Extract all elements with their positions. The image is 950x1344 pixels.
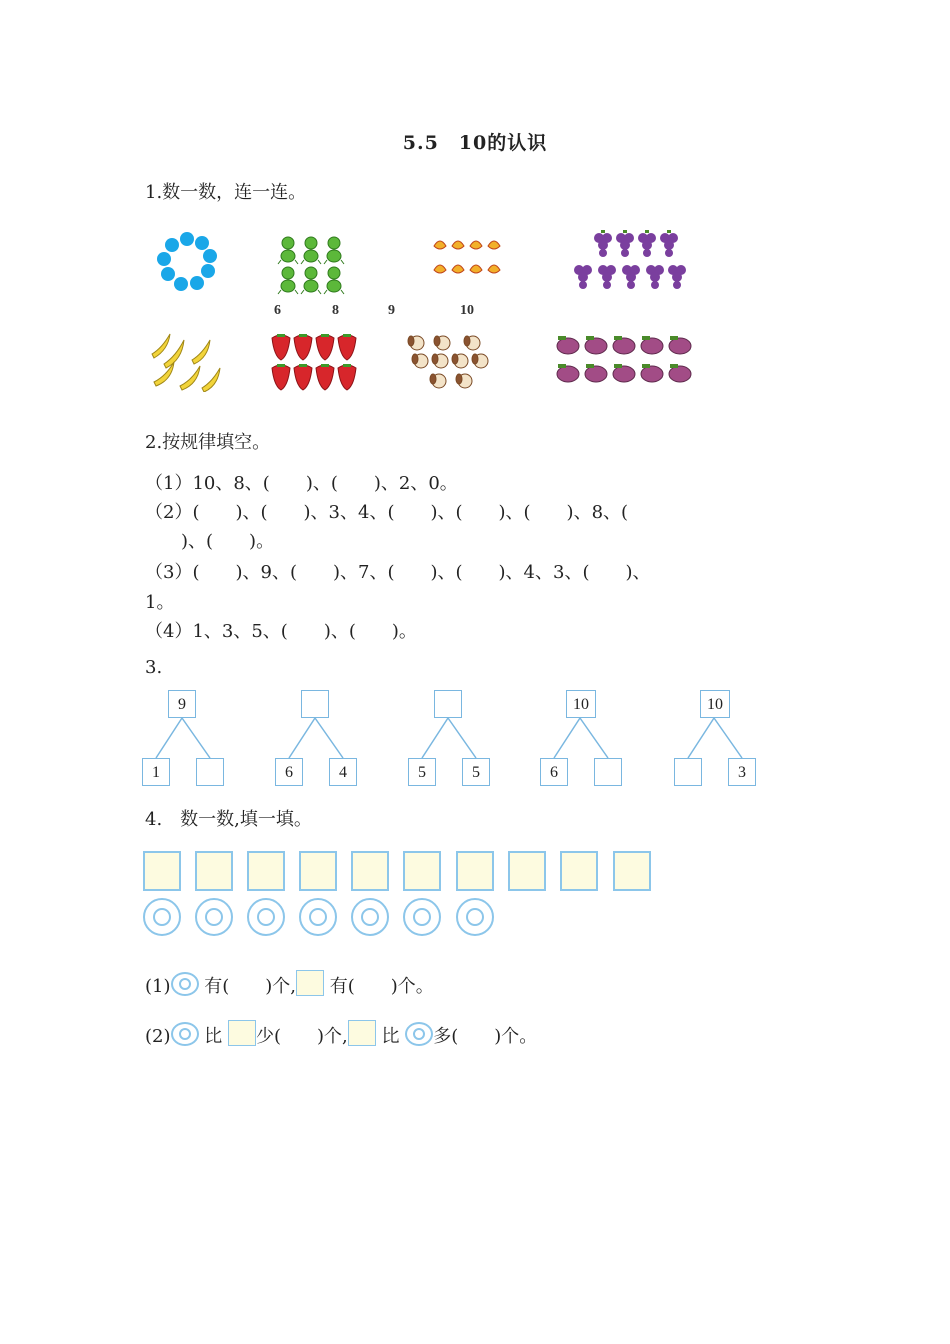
count-square [456,851,494,891]
bond-whole-box[interactable] [434,690,462,718]
bond-part-box[interactable] [674,758,702,786]
ring-icon [171,972,199,996]
bond-whole-box[interactable]: 10 [566,690,596,718]
q4-line-1 [145,970,434,998]
square-icon [228,1020,256,1046]
q2-line-1: （1）10、8、( )、( )、2、0。 [145,473,458,494]
q2-line-4: （4）1、3、5、( )、( )。 [145,621,417,642]
blue-dot [190,276,204,290]
blue-dot [203,249,217,263]
birds-picture [432,236,502,284]
number-label: 9 [388,303,395,318]
q2-line-3: （3）( )、9、( )、7、( )、( )、4、3、( )、 [145,562,651,583]
count-square [247,851,285,891]
count-square [195,851,233,891]
blue-dot [165,238,179,252]
bananas-picture [148,330,226,392]
count-square [508,851,546,891]
bond-part-box[interactable] [594,758,622,786]
bond-part-box[interactable]: 6 [275,758,303,786]
eggplants-picture [556,334,696,388]
strawberries-picture [270,332,360,394]
q2-line-2: （2）( )、( )、3、4、( )、( )、( )、8、( [145,502,629,523]
bond-part-box[interactable]: 4 [329,758,357,786]
bond-whole-box[interactable]: 9 [168,690,196,718]
bond-whole-box[interactable]: 10 [700,690,730,718]
blue-dot [157,252,171,266]
count-ring [299,898,337,936]
count-square [403,851,441,891]
q2-heading: 2.按规律填空。 [145,432,271,453]
q4-line-2-number: (2) [145,1026,171,1047]
bond-part-box[interactable]: 5 [462,758,490,786]
blue-dot [174,277,188,291]
blue-dot [180,232,194,246]
blue-dot [201,264,215,278]
count-square [351,851,389,891]
grasshoppers-picture [276,234,348,296]
number-label: 8 [332,303,339,318]
count-ring [195,898,233,936]
bond-part-box[interactable]: 5 [408,758,436,786]
square-icon [296,970,324,996]
bond-part-box[interactable] [196,758,224,786]
count-square [613,851,651,891]
count-square [560,851,598,891]
count-ring [247,898,285,936]
count-ring [351,898,389,936]
bond-whole-box[interactable] [301,690,329,718]
page-title: 5.5 10的认识 [402,132,548,154]
square-icon [348,1020,376,1046]
blue-dot [195,236,209,250]
count-square [299,851,337,891]
bond-part-box[interactable]: 3 [728,758,756,786]
count-square [143,851,181,891]
q4-line-1-text2: 有( )个。 [329,976,434,997]
q4-line-2-text: 少( )个, [255,1026,348,1047]
q4-line-2-compare2: 比 [381,1026,400,1047]
q1-heading: 1.数一数，连一连。 [145,182,307,203]
q4-line-2-text2: 多( )个。 [433,1026,538,1047]
q4-line-1-text: 有( )个, [204,976,297,997]
bond-part-box[interactable]: 6 [540,758,568,786]
q4-line-1-number: (1) [145,976,171,997]
q2-line-2-cont: )、( )。 [145,531,275,552]
q4-line-2-compare: 比 [204,1026,223,1047]
q4-line-2 [145,1020,537,1048]
blue-dot [161,267,175,281]
q2-line-3-cont: 1。 [145,592,175,613]
ring-icon [171,1022,199,1046]
number-label: 6 [274,303,281,318]
puppies-picture [404,332,496,392]
blue-dots-picture [157,232,217,292]
ring-icon [405,1022,433,1046]
count-ring [143,898,181,936]
count-ring [456,898,494,936]
count-ring [403,898,441,936]
grapes-picture [573,230,689,294]
bond-part-box[interactable]: 1 [142,758,170,786]
number-label: 10 [460,303,474,318]
q3-heading: 3. [145,657,163,678]
q4-heading: 4. 数一数,填一填。 [145,809,312,830]
